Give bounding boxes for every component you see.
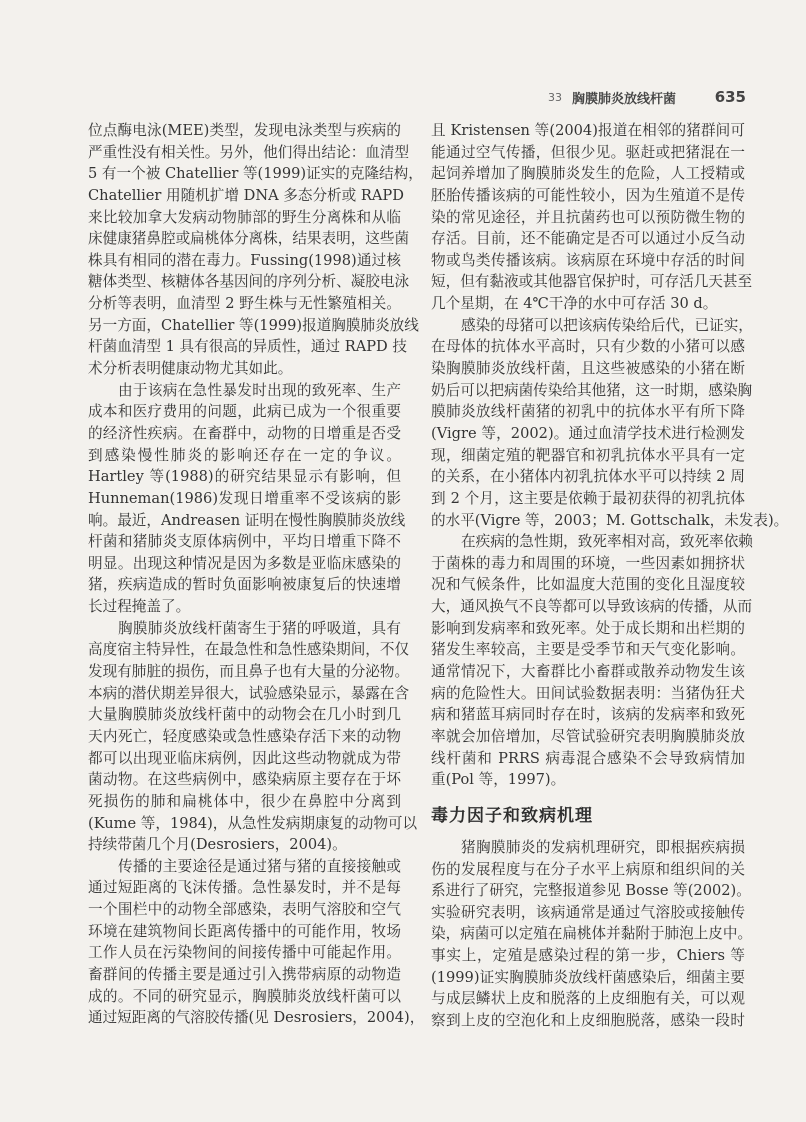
- text-line: 糖体类型、核糖体各基因间的序列分析、凝胶电泳: [88, 273, 410, 291]
- text-line: 在疾病的急性期，致死率相对高，致死率依赖: [461, 533, 753, 551]
- text-line: 影响到发病率和致死率。处于成长期和出栏期的: [431, 619, 745, 637]
- text-line: 杆菌和猪肺炎支原体病例中，平均日增重下降不: [88, 533, 401, 551]
- text-line: 染，病菌可以定殖在扁桃体并黏附于肺泡上皮中。: [431, 925, 753, 943]
- text-line: 猪胸膜肺炎的发病机理研究，即根据疾病损: [461, 838, 745, 856]
- text-line: 株具有相同的潜在毒力。Fussing(1998)通过核: [88, 251, 401, 269]
- paragraph: [431, 315, 789, 531]
- text-line: 率就会加倍增加，尽管试验研究表明胸膜肺炎放: [431, 727, 745, 745]
- text-line: 到 2 个月，这主要是依赖于最初获得的初乳抗体: [431, 489, 745, 507]
- text-line: 物或鸟类传播该病。该病原在环境中存活的时间: [431, 251, 745, 269]
- text-line: 的关系，在小猪体内初乳抗体水平可以持续 2 周: [431, 468, 745, 486]
- text-line: 于菌株的毒力和周围的环境，一些因素如拥挤状: [431, 554, 745, 572]
- text-line: 况和气候条件，比如温度大范围的变化且湿度较: [431, 576, 745, 594]
- text-line: Chatellier 用随机扩增 DNA 多态分析或 RAPD: [88, 186, 404, 204]
- chapter-title: 胸膜肺炎放线杆菌: [572, 91, 677, 107]
- text-line: 的经济性疾病。在畜群中，动物的日增重是否受: [88, 424, 401, 442]
- text-line: 猪，疾病造成的暂时负面影响被康复后的快速增: [88, 576, 401, 594]
- section-heading: 毒力因子和致病机理: [431, 805, 593, 826]
- text-line: 胸膜肺炎放线杆菌寄生于猪的呼吸道，具有: [118, 619, 401, 637]
- paragraph: [431, 120, 753, 315]
- text-line: 通过短距离的飞沫传播。急性暴发时，并不是每: [88, 879, 401, 897]
- text-line: 膜肺炎放线杆菌猪的初乳中的抗体水平有所下降: [431, 403, 745, 421]
- text-line: 存活。目前，还不能确定是否可以通过小反刍动: [431, 230, 745, 248]
- text-line: 短，但有黏液或其他器官保护时，可存活几天甚至: [431, 273, 753, 291]
- text-line: 且 Kristensen 等(2004)报道在相邻的猪群间可: [431, 122, 745, 139]
- text-line: 现，细菌定殖的靶器官和初乳抗体水平具有一定: [431, 446, 745, 464]
- text-line: 系进行了研究，完整报道参见 Bosse 等(2002)。: [431, 882, 751, 900]
- text-line: 畜群间的传播主要是通过引入携带病原的动物造: [88, 965, 401, 983]
- text-line: Hunneman(1986)发现日增重率不受该病的影: [88, 489, 401, 507]
- text-line: 成本和医疗费用的问题，此病已成为一个很重要: [88, 403, 401, 421]
- text-line: 成的。不同的研究显示，胸膜肺炎放线杆菌可以: [88, 987, 401, 1005]
- text-line: 死损伤的肺和扁桃体中，很少在鼻腔中分离到: [88, 792, 401, 810]
- text-line: 位点酶电泳(MEE)类型，发现电泳类型与疾病的: [88, 122, 401, 139]
- text-line: 起饲养增加了胸膜肺炎发生的危险，人工授精或: [431, 165, 745, 183]
- paragraph: [431, 837, 753, 1032]
- text-line: 来比较加拿大发病动物肺部的野生分离株和从临: [88, 208, 401, 226]
- paragraph: [88, 856, 425, 1029]
- text-line: 事实上，定殖是感染过程的第一步，Chiers 等: [431, 947, 745, 965]
- left-text-column: [88, 120, 425, 1029]
- text-line: 伤的发展程度与在分子水平上病原和组织间的关: [431, 860, 745, 878]
- text-line: 能通过空气传播，但很少见。驱赶或把猪混在一: [431, 143, 745, 161]
- text-line: 持续带菌几个月(Desrosiers，2004)。: [88, 836, 347, 854]
- text-line: 病的危险性大。田间试验数据表明：当猪伪狂犬: [431, 684, 745, 702]
- text-line: 分析等表明，血清型 2 野生株与无性繁殖相关。: [88, 295, 401, 313]
- text-line: Hartley 等(1988)的研究结果显示有影响，但: [88, 468, 401, 486]
- text-line: 都可以出现亚临床病例，因此这些动物就成为带: [88, 749, 401, 767]
- text-line: 线杆菌和 PRRS 病毒混合感染不会导致病情加: [431, 749, 745, 767]
- text-line: 本病的潜伏期差异很大，试验感染显示，暴露在含: [88, 684, 410, 702]
- text-line: (Vigre 等，2002)。通过血清学技术进行检测发: [431, 424, 745, 442]
- text-line: 另一方面，Chatellier 等(1999)报道胸膜肺炎放线: [88, 316, 419, 334]
- text-line: 的水平(Vigre 等，2003；M. Gottschalk，未发表)。: [431, 511, 789, 529]
- text-line: 环境在建筑物间长距离传播中的可能作用，牧场: [88, 922, 401, 940]
- text-line: 染的常见途径，并且抗菌药也可以预防微生物的: [431, 208, 745, 226]
- text-line: 大，通风换气不良等都可以导致该病的传播，从而: [431, 598, 753, 616]
- text-line: 高度宿主特异性，在最急性和急性感染期间，不仅: [88, 641, 410, 659]
- paragraph: [431, 531, 753, 791]
- text-line: 一个围栏中的动物全部感染，表明气溶胶和空气: [88, 901, 401, 919]
- text-line: 发现有肺脏的损伤，而且鼻子也有大量的分泌物。: [88, 663, 410, 681]
- right-text-column: [431, 120, 789, 1032]
- paragraph: [88, 618, 418, 856]
- text-line: 胚胎传播该病的可能性较小，因为生殖道不是传: [431, 186, 745, 204]
- text-line: 长过程掩盖了。: [88, 598, 191, 616]
- text-line: 术分析表明健康动物尤其如此。: [88, 360, 293, 378]
- text-line: 5 有一个被 Chatellier 等(1999)证实的克隆结构，: [88, 165, 423, 183]
- text-line: 病和猪蓝耳病同时存在时，该病的发病率和致死: [431, 706, 745, 724]
- text-line: 明显。出现这种情况是因为多数是亚临床感染的: [88, 554, 401, 572]
- text-line: 与成层鳞状上皮和脱落的上皮细胞有关，可以观: [431, 990, 745, 1008]
- text-line: 到感染慢性肺炎的影响还存在一定的争议。: [88, 446, 401, 464]
- text-line: 通常情况下，大畜群比小畜群或散养动物发生该: [431, 663, 745, 681]
- text-line: 染胸膜肺炎放线杆菌，且这些被感染的小猪在断: [431, 360, 745, 378]
- text-line: 天内死亡，轻度感染或急性感染存活下来的动物: [88, 727, 401, 745]
- text-line: 实验研究表明，该病通常是通过气溶胶或接触传: [431, 903, 745, 921]
- text-line: 由于该病在急性暴发时出现的致死率、生产: [118, 381, 401, 399]
- text-line: 猪发生率较高，主要是受季节和天气变化影响。: [431, 641, 745, 659]
- text-line: 菌动物。在这些病例中，感染病原主要存在于坏: [88, 771, 401, 789]
- text-line: (1999)证实胸膜肺炎放线杆菌感染后，细菌主要: [431, 968, 745, 986]
- text-line: 工作人员在污染物间的间接传播中可能起作用。: [88, 944, 401, 962]
- text-line: 响。最近，Andreasen 证明在慢性胸膜肺炎放线: [88, 511, 406, 529]
- text-line: 感染的母猪可以把该病传染给后代，已证实，: [461, 316, 753, 334]
- text-line: 奶后可以把病菌传染给其他猪，这一时期，感染胸: [431, 381, 753, 399]
- running-header: [540, 86, 746, 108]
- text-line: 通过短距离的气溶胶传播(见 Desrosiers，2004)，: [88, 1009, 425, 1027]
- text-line: 床健康猪鼻腔或扁桃体分离株，结果表明，这些菌: [88, 230, 410, 248]
- paragraph: [88, 120, 423, 380]
- text-line: (Kume 等，1984)，从急性发病期康复的动物可以: [88, 814, 418, 832]
- paragraph: [88, 380, 406, 618]
- text-line: 杆菌血清型 1 具有很高的异质性，通过 RAPD 技: [88, 338, 407, 356]
- text-line: 传播的主要途径是通过猪与猪的直接接触或: [118, 857, 401, 875]
- text-line: 察到上皮的空泡化和上皮细胞脱落，感染一段时: [431, 1011, 745, 1029]
- chapter-number: 33: [548, 90, 562, 104]
- text-line: 几个星期，在 4℃干净的水中可存活 30 d。: [431, 295, 718, 313]
- text-line: 在母体的抗体水平高时，只有少数的小猪可以感: [431, 338, 745, 356]
- text-line: 重(Pol 等，1997)。: [431, 771, 566, 789]
- page-number: 635: [714, 88, 746, 106]
- text-line: 大量胸膜肺炎放线杆菌中的动物会在几小时到几: [88, 706, 401, 724]
- text-line: 严重性没有相关性。另外，他们得出结论：血清型: [88, 143, 410, 161]
